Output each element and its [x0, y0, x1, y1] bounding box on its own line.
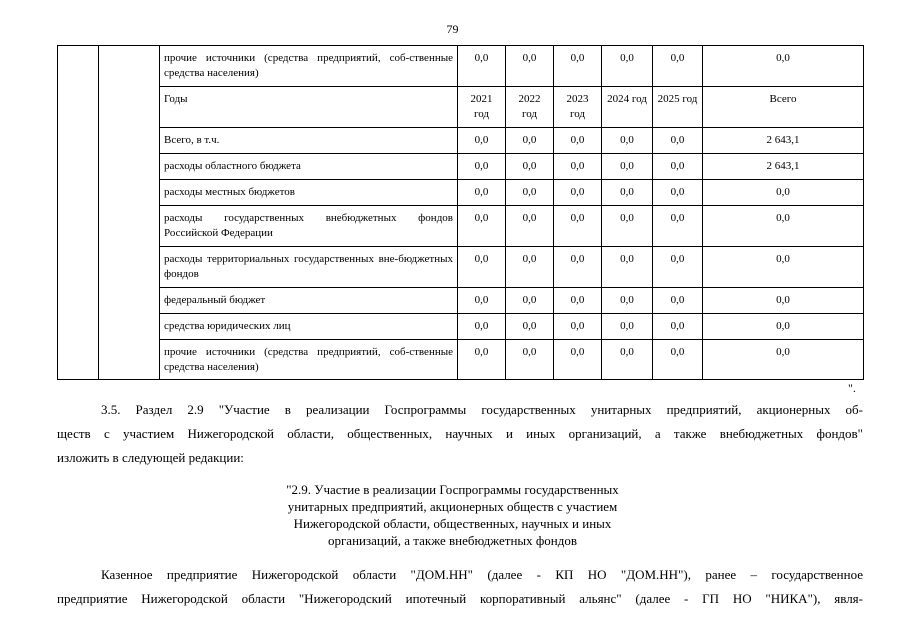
- value-cell: 0,0: [506, 180, 554, 206]
- value-cell: 0,0: [458, 340, 506, 380]
- table-row: [58, 288, 864, 314]
- value-cell: 0,0: [506, 340, 554, 380]
- table-row: [58, 46, 864, 87]
- row-label-cell: прочие источники (средства предприятий, соб-ственные средства населения): [160, 340, 458, 380]
- value-cell: 0,0: [602, 46, 653, 87]
- row-label-cell: средства юридических лиц: [160, 314, 458, 340]
- table-row: [58, 154, 864, 180]
- paragraph-line: ществ с участием Нижегородской области, общественных, научных и иных организаций, а также внебюджетных фондов": [57, 426, 863, 441]
- value-cell: 0,0: [458, 180, 506, 206]
- paragraph-line: предприятие Нижегородской области "Нижегородский ипотечный корпоративный альянс" (далее - ГП НО "НИКА"), явля-: [57, 591, 863, 606]
- value-cell: 0,0: [458, 288, 506, 314]
- value-cell: 0,0: [602, 128, 653, 154]
- table-row: [58, 314, 864, 340]
- value-cell: 0,0: [458, 46, 506, 87]
- value-cell: 2024 год: [602, 87, 653, 128]
- value-cell: 0,0: [458, 154, 506, 180]
- total-cell: 0,0: [703, 180, 864, 206]
- value-cell: 2022 год: [506, 87, 554, 128]
- value-cell: 0,0: [602, 288, 653, 314]
- value-cell: 0,0: [602, 340, 653, 380]
- table-row: [58, 87, 864, 128]
- total-cell: 2 643,1: [703, 154, 864, 180]
- row-label-cell: федеральный бюджет: [160, 288, 458, 314]
- table-row: [58, 180, 864, 206]
- value-cell: 0,0: [653, 340, 703, 380]
- budget-table: [57, 45, 864, 380]
- value-cell: 0,0: [554, 128, 602, 154]
- paragraph-3-5: [57, 398, 863, 470]
- value-cell: 0,0: [653, 128, 703, 154]
- table-row: [58, 128, 864, 154]
- value-cell: 0,0: [554, 340, 602, 380]
- value-cell: 0,0: [506, 206, 554, 247]
- value-cell: 0,0: [653, 206, 703, 247]
- total-cell: 0,0: [703, 314, 864, 340]
- value-cell: 0,0: [554, 180, 602, 206]
- value-cell: 0,0: [554, 46, 602, 87]
- row-label-cell: расходы местных бюджетов: [160, 180, 458, 206]
- value-cell: 0,0: [653, 154, 703, 180]
- value-cell: 0,0: [506, 288, 554, 314]
- page-number: 79: [446, 22, 459, 36]
- value-cell: 0,0: [602, 180, 653, 206]
- row-label-cell: прочие источники (средства предприятий, соб-ственные средства населения): [160, 46, 458, 87]
- row-label-cell: расходы территориальных государственных вне-бюджетных фондов: [160, 247, 458, 288]
- heading-line: унитарных предприятий, акционерных обществ с участием: [287, 499, 618, 514]
- value-cell: 0,0: [653, 247, 703, 288]
- value-cell: 0,0: [506, 128, 554, 154]
- heading-line: Нижегородской области, общественных, научных и иных: [293, 516, 612, 531]
- value-cell: 0,0: [602, 314, 653, 340]
- table-row: [58, 247, 864, 288]
- row-label-cell: Годы: [160, 87, 458, 128]
- value-cell: 0,0: [602, 206, 653, 247]
- total-cell: Всего: [703, 87, 864, 128]
- paragraph-line: Казенное предприятие Нижегородской области "ДОМ.НН" (далее - КП НО "ДОМ.НН"), ранее – государственное: [101, 567, 863, 582]
- total-cell: 0,0: [703, 206, 864, 247]
- value-cell: 0,0: [554, 206, 602, 247]
- heading-line: "2.9. Участие в реализации Госпрограммы государственных: [286, 482, 619, 497]
- value-cell: 0,0: [458, 128, 506, 154]
- value-cell: 0,0: [554, 154, 602, 180]
- paragraph-line: 3.5. Раздел 2.9 "Участие в реализации Госпрограммы государственных унитарных предприятий, акционерных об-: [101, 402, 863, 417]
- table-row: [58, 340, 864, 380]
- value-cell: 0,0: [653, 180, 703, 206]
- value-cell: 0,0: [602, 154, 653, 180]
- total-cell: 2 643,1: [703, 128, 864, 154]
- value-cell: 0,0: [554, 247, 602, 288]
- section-heading: [0, 481, 905, 549]
- row-label-cell: расходы областного бюджета: [160, 154, 458, 180]
- paragraph-line: изложить в следующей редакции:: [57, 450, 244, 465]
- value-cell: 0,0: [506, 314, 554, 340]
- value-cell: 0,0: [602, 247, 653, 288]
- value-cell: 0,0: [458, 206, 506, 247]
- value-cell: 0,0: [458, 314, 506, 340]
- left-blank-cell: [58, 46, 99, 380]
- total-cell: 0,0: [703, 46, 864, 87]
- value-cell: 0,0: [653, 288, 703, 314]
- second-blank-cell: [99, 46, 160, 380]
- value-cell: 0,0: [506, 46, 554, 87]
- value-cell: 0,0: [653, 314, 703, 340]
- total-cell: 0,0: [703, 288, 864, 314]
- total-cell: 0,0: [703, 247, 864, 288]
- value-cell: 2021 год: [458, 87, 506, 128]
- total-cell: 0,0: [703, 340, 864, 380]
- value-cell: 0,0: [506, 247, 554, 288]
- value-cell: 0,0: [506, 154, 554, 180]
- value-cell: 2023 год: [554, 87, 602, 128]
- value-cell: 0,0: [554, 314, 602, 340]
- value-cell: 0,0: [653, 46, 703, 87]
- heading-line: организаций, а также внебюджетных фондов: [327, 533, 578, 548]
- paragraph-body: [57, 563, 863, 611]
- closing-quote: ".: [848, 381, 856, 395]
- table-row: [58, 206, 864, 247]
- row-label-cell: расходы государственных внебюджетных фондов Российской Федерации: [160, 206, 458, 247]
- value-cell: 0,0: [554, 288, 602, 314]
- row-label-cell: Всего, в т.ч.: [160, 128, 458, 154]
- value-cell: 0,0: [458, 247, 506, 288]
- value-cell: 2025 год: [653, 87, 703, 128]
